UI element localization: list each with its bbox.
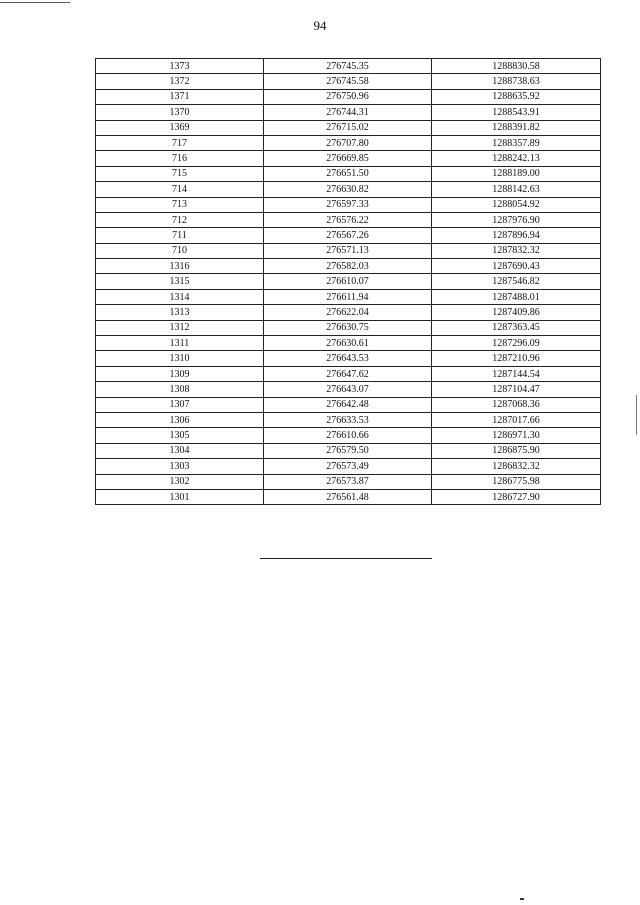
x-coordinate-cell: 276610.07	[264, 274, 432, 289]
x-coordinate-cell: 276750.96	[264, 89, 432, 104]
y-coordinate-cell: 1287104.47	[432, 382, 601, 397]
x-coordinate-cell: 276715.02	[264, 120, 432, 135]
table-row	[96, 120, 601, 135]
x-coordinate-cell: 276745.58	[264, 74, 432, 89]
y-coordinate-cell: 1288357.89	[432, 135, 601, 150]
table-row	[96, 366, 601, 381]
x-coordinate-cell: 276651.50	[264, 166, 432, 181]
x-coordinate-cell: 276643.07	[264, 382, 432, 397]
y-coordinate-cell: 1287068.36	[432, 397, 601, 412]
point-number-cell: 1311	[96, 336, 264, 351]
table-row	[96, 320, 601, 335]
y-coordinate-cell: 1288391.82	[432, 120, 601, 135]
table-row	[96, 212, 601, 227]
point-number-cell: 1371	[96, 89, 264, 104]
point-number-cell: 1313	[96, 305, 264, 320]
x-coordinate-cell: 276630.82	[264, 182, 432, 197]
y-coordinate-cell: 1287546.82	[432, 274, 601, 289]
point-number-cell: 1301	[96, 489, 264, 504]
table-row	[96, 197, 601, 212]
point-number-cell: 711	[96, 228, 264, 243]
point-number-cell: 1309	[96, 366, 264, 381]
x-coordinate-cell: 276567.26	[264, 228, 432, 243]
point-number-cell: 1370	[96, 105, 264, 120]
table-row	[96, 105, 601, 120]
point-number-cell: 713	[96, 197, 264, 212]
table-row	[96, 428, 601, 443]
x-coordinate-cell: 276647.62	[264, 366, 432, 381]
table-row	[96, 474, 601, 489]
table-row	[96, 459, 601, 474]
table-row	[96, 228, 601, 243]
x-coordinate-cell: 276642.48	[264, 397, 432, 412]
scan-side-mark	[636, 395, 637, 435]
table-row	[96, 243, 601, 258]
point-number-cell: 1314	[96, 289, 264, 304]
point-number-cell: 1315	[96, 274, 264, 289]
point-number-cell: 717	[96, 135, 264, 150]
table-row	[96, 74, 601, 89]
table-row	[96, 489, 601, 504]
y-coordinate-cell: 1288142.63	[432, 182, 601, 197]
x-coordinate-cell: 276669.85	[264, 151, 432, 166]
x-coordinate-cell: 276579.50	[264, 443, 432, 458]
table-row	[96, 166, 601, 181]
point-number-cell: 1372	[96, 74, 264, 89]
point-number-cell: 1369	[96, 120, 264, 135]
point-number-cell: 1303	[96, 459, 264, 474]
table-row	[96, 151, 601, 166]
y-coordinate-cell: 1287690.43	[432, 259, 601, 274]
x-coordinate-cell: 276597.33	[264, 197, 432, 212]
y-coordinate-cell: 1287144.54	[432, 366, 601, 381]
y-coordinate-cell: 1287210.96	[432, 351, 601, 366]
point-number-cell: 1302	[96, 474, 264, 489]
table-row	[96, 59, 601, 74]
y-coordinate-cell: 1288635.92	[432, 89, 601, 104]
x-coordinate-cell: 276610.66	[264, 428, 432, 443]
x-coordinate-cell: 276633.53	[264, 412, 432, 427]
table-row	[96, 397, 601, 412]
point-number-cell: 716	[96, 151, 264, 166]
page-number: 94	[313, 18, 327, 33]
table-row	[96, 274, 601, 289]
table-row	[96, 305, 601, 320]
x-coordinate-cell: 276707.80	[264, 135, 432, 150]
x-coordinate-cell: 276582.03	[264, 259, 432, 274]
coordinates-table-body	[96, 59, 601, 505]
x-coordinate-cell: 276622.04	[264, 305, 432, 320]
table-row	[96, 182, 601, 197]
y-coordinate-cell: 1287363.45	[432, 320, 601, 335]
y-coordinate-cell: 1286727.90	[432, 489, 601, 504]
x-coordinate-cell: 276573.87	[264, 474, 432, 489]
y-coordinate-cell: 1287017.66	[432, 412, 601, 427]
point-number-cell: 710	[96, 243, 264, 258]
x-coordinate-cell: 276573.49	[264, 459, 432, 474]
point-number-cell: 1310	[96, 351, 264, 366]
table-row	[96, 412, 601, 427]
point-number-cell: 1304	[96, 443, 264, 458]
point-number-cell: 1312	[96, 320, 264, 335]
y-coordinate-cell: 1288543.91	[432, 105, 601, 120]
x-coordinate-cell: 276611.94	[264, 289, 432, 304]
x-coordinate-cell: 276571.13	[264, 243, 432, 258]
y-coordinate-cell: 1287896.94	[432, 228, 601, 243]
x-coordinate-cell: 276643.53	[264, 351, 432, 366]
point-number-cell: 1316	[96, 259, 264, 274]
table-row	[96, 89, 601, 104]
table-row	[96, 259, 601, 274]
y-coordinate-cell: 1287409.86	[432, 305, 601, 320]
y-coordinate-cell: 1286875.90	[432, 443, 601, 458]
end-of-table-rule	[260, 558, 432, 559]
x-coordinate-cell: 276744.31	[264, 105, 432, 120]
y-coordinate-cell: 1287488.01	[432, 289, 601, 304]
y-coordinate-cell: 1288189.00	[432, 166, 601, 181]
x-coordinate-cell: 276576.22	[264, 212, 432, 227]
y-coordinate-cell: 1288242.13	[432, 151, 601, 166]
point-number-cell: 1305	[96, 428, 264, 443]
point-number-cell: 715	[96, 166, 264, 181]
y-coordinate-cell: 1287296.09	[432, 336, 601, 351]
x-coordinate-cell: 276630.61	[264, 336, 432, 351]
scan-corner-mark	[520, 898, 524, 900]
x-coordinate-cell: 276745.35	[264, 59, 432, 74]
table-row	[96, 135, 601, 150]
y-coordinate-cell: 1288738.63	[432, 74, 601, 89]
table-row	[96, 443, 601, 458]
point-number-cell: 712	[96, 212, 264, 227]
y-coordinate-cell: 1286832.32	[432, 459, 601, 474]
y-coordinate-cell: 1286775.98	[432, 474, 601, 489]
x-coordinate-cell: 276561.48	[264, 489, 432, 504]
coordinates-table	[95, 58, 601, 505]
y-coordinate-cell: 1287832.32	[432, 243, 601, 258]
y-coordinate-cell: 1288830.58	[432, 59, 601, 74]
table-row	[96, 289, 601, 304]
y-coordinate-cell: 1288054.92	[432, 197, 601, 212]
y-coordinate-cell: 1286971.30	[432, 428, 601, 443]
point-number-cell: 1373	[96, 59, 264, 74]
point-number-cell: 1306	[96, 412, 264, 427]
scan-edge-mark	[0, 2, 70, 3]
point-number-cell: 1307	[96, 397, 264, 412]
table-row	[96, 351, 601, 366]
point-number-cell: 1308	[96, 382, 264, 397]
table-row	[96, 336, 601, 351]
point-number-cell: 714	[96, 182, 264, 197]
table-row	[96, 382, 601, 397]
y-coordinate-cell: 1287976.90	[432, 212, 601, 227]
x-coordinate-cell: 276630.75	[264, 320, 432, 335]
